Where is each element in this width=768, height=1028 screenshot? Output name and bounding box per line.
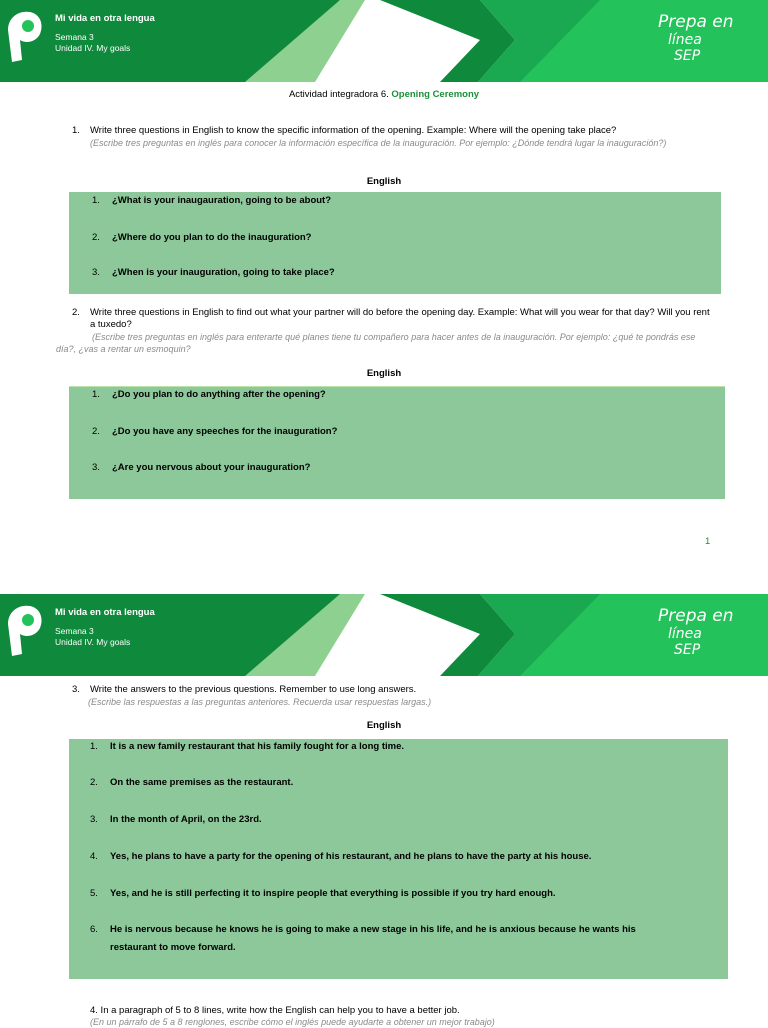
logo-text-line2: línea <box>668 626 702 642</box>
question-1-hint: (Escribe tres preguntas en inglés para conocer la información específica de la inauguración. Por ejemplo: ¿Dónde tendrá lugar la inauguración?) <box>90 138 667 148</box>
course-title: Mi vida en otra lengua <box>55 607 155 618</box>
logo-text-line1: Prepa en <box>658 12 734 32</box>
activity-name: Opening Ceremony <box>391 89 480 100</box>
activity-prefix: Actividad integradora 6. <box>288 89 389 100</box>
question-4: 4. In a paragraph of 5 to 8 lines, write how the English can help you to have a better job. <box>90 1005 460 1016</box>
question-text: Write three questions in English to know the specific information of the opening. Example: Where will the opening take place? <box>90 125 617 136</box>
unit-label: Unidad IV. My goals <box>55 637 131 647</box>
english-label: English <box>366 720 402 731</box>
question-number: 3. <box>72 684 80 695</box>
page-number: 1 <box>705 536 711 547</box>
english-label: English <box>366 368 402 379</box>
week-label: Semana 3 <box>55 626 94 636</box>
header-banner <box>0 0 768 82</box>
unit-label: Unidad IV. My goals <box>55 43 131 53</box>
question-text: Write the answers to the previous questions. Remember to use long answers. <box>90 684 417 695</box>
question-3-hint: (Escribe las respuestas a las preguntas anteriores. Recuerda usar respuestas largas.) <box>88 697 432 707</box>
question-2-hint: (Escribe tres preguntas en inglés para enterarte qué planes tiene tu compañero para hacer antes de la inauguración. Por ejemplo: ¿qué te pondrás ese día?, ¿vas a rentar un esmoquin? <box>56 332 696 354</box>
course-title: Mi vida en otra lengua <box>55 13 155 24</box>
english-label: English <box>366 176 402 187</box>
question-number: 1. <box>72 125 80 136</box>
question-4-hint: (En un párrafo de 5 a 8 renglones, escribe cómo el inglés puede ayudarte a obtener un mejor trabajo) <box>90 1017 495 1027</box>
header-banner <box>0 594 768 676</box>
logo-text-line2: línea <box>668 32 702 48</box>
answer-box-2[interactable] <box>69 386 725 499</box>
logo-text-line3: SEP <box>674 642 701 658</box>
activity-title <box>0 89 768 100</box>
question-text: Write three questions in English to find out what your partner will do before the opening day. Example: What will you wear for that day? Will you rent a tuxedo? <box>90 307 710 330</box>
week-label: Semana 3 <box>55 32 94 42</box>
page-1: Mi vida en otra lengua Semana 3 Unidad IV. My goals Prepa en línea SEP Actividad integradora 6. Opening Ceremony 1. Write three questions in English to know the specific information of the opening. Example: Where will the opening take place? (Escribe tres preguntas en inglés para conocer la información específica de la inauguración. Por ejemplo: ¿Dónde tendrá lugar la inauguración?) English 1. ¿What is your inaugauration, going to be about? 2. ¿Where do you plan to do the inauguration? 3. ¿When is your inauguration, going to take place? 2. Write three questions in English to find out what your partner will do before the opening day. Example: What will you wear for that day? Will you rent a tuxedo? (Escribe tres preguntas en inglés para enterarte qué planes tiene tu compañero para hacer antes de la inauguración. Por ejemplo: ¿qué te pondrás ese día?, ¿vas a rentar un esmoquin? English 1. ¿Do you plan to do anything after the opening? 2. ¿Do you have any speeches for the inauguration? 3. ¿Are you nervous about your inauguration? 1 <box>0 0 768 560</box>
page-gap <box>0 560 768 594</box>
prepa-logo-icon <box>0 594 100 670</box>
prepa-logo-icon <box>0 0 100 76</box>
page-2: Mi vida en otra lengua Semana 3 Unidad IV. My goals Prepa en línea SEP 3. Write the answers to the previous questions. Remember to use long answers. (Escribe las respuestas a las preguntas anteriores. Recuerda usar respuestas largas.) English 1. It is a new family restaurant that his family fought for a long time. 2. On the same premises as the restaurant. 3. In the month of April, on the 23rd. 4. Yes, he plans to have a party for the opening of his restaurant, and he plans to have the party at his house. 5. Yes, and he is still perfecting it to inspire people that everything is possible if you try hard enough. 6. He is nervous because he knows he is going to make a new stage in his life, and he is anxious because he wants his restaurant to move forward. 4. In a paragraph of 5 to 8 lines, write how the English can help you to have a better job. (En un párrafo de 5 a 8 renglones, escribe cómo el inglés puede ayudarte a obtener un mejor trabajo) <box>0 594 768 1024</box>
answer-box-1[interactable] <box>69 192 721 294</box>
question-number: 2. <box>72 307 80 318</box>
logo-text-line1: Prepa en <box>658 606 734 626</box>
logo-text-line3: SEP <box>674 48 701 64</box>
